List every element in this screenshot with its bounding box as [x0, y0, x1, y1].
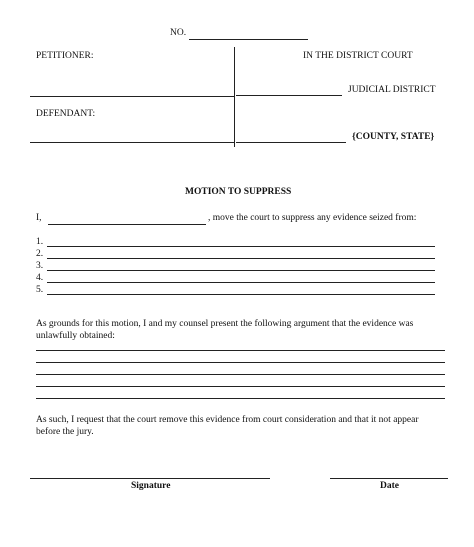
judicial-district-label: JUDICIAL DISTRICT: [348, 85, 436, 95]
argument-field[interactable]: [36, 374, 445, 375]
evidence-item-number: 3.: [36, 261, 44, 271]
evidence-item-field[interactable]: [47, 270, 435, 271]
caption-divider: [234, 47, 235, 147]
document-title: MOTION TO SUPPRESS: [185, 187, 292, 197]
defendant-field[interactable]: [30, 142, 235, 143]
signature-label: Signature: [131, 481, 171, 491]
evidence-item-number: 2.: [36, 249, 44, 259]
intro-suffix: , move the court to suppress any evidence seized from:: [208, 213, 417, 223]
petitioner-field[interactable]: [30, 96, 235, 97]
argument-field[interactable]: [36, 362, 445, 363]
argument-field[interactable]: [36, 386, 445, 387]
county-state-label: {COUNTY, STATE}: [352, 132, 435, 142]
evidence-item-field[interactable]: [47, 294, 435, 295]
court-label: IN THE DISTRICT COURT: [303, 51, 413, 61]
movant-name-field[interactable]: [48, 224, 206, 225]
county-state-field[interactable]: [236, 142, 346, 143]
intro-prefix: I,: [36, 213, 42, 223]
case-number-field[interactable]: [189, 39, 308, 40]
petitioner-label: PETITIONER:: [36, 51, 94, 61]
argument-field[interactable]: [36, 398, 445, 399]
judicial-district-field[interactable]: [236, 95, 342, 96]
argument-field[interactable]: [36, 350, 445, 351]
case-number-label: NO.: [170, 28, 187, 38]
evidence-item-field[interactable]: [47, 258, 435, 259]
date-field[interactable]: [330, 478, 448, 479]
date-label: Date: [380, 481, 399, 491]
evidence-item-field[interactable]: [47, 246, 435, 247]
signature-field[interactable]: [30, 478, 270, 479]
defendant-label: DEFENDANT:: [36, 109, 96, 119]
evidence-item-field[interactable]: [47, 282, 435, 283]
evidence-item-number: 5.: [36, 285, 44, 295]
evidence-item-number: 1.: [36, 237, 44, 247]
evidence-item-number: 4.: [36, 273, 44, 283]
request-text: As such, I request that the court remove this evidence from court consideration and that it not appear before the jury.: [36, 415, 419, 437]
grounds-text: As grounds for this motion, I and my counsel present the following argument that the evidence was unlawfully obtained:: [36, 319, 414, 341]
